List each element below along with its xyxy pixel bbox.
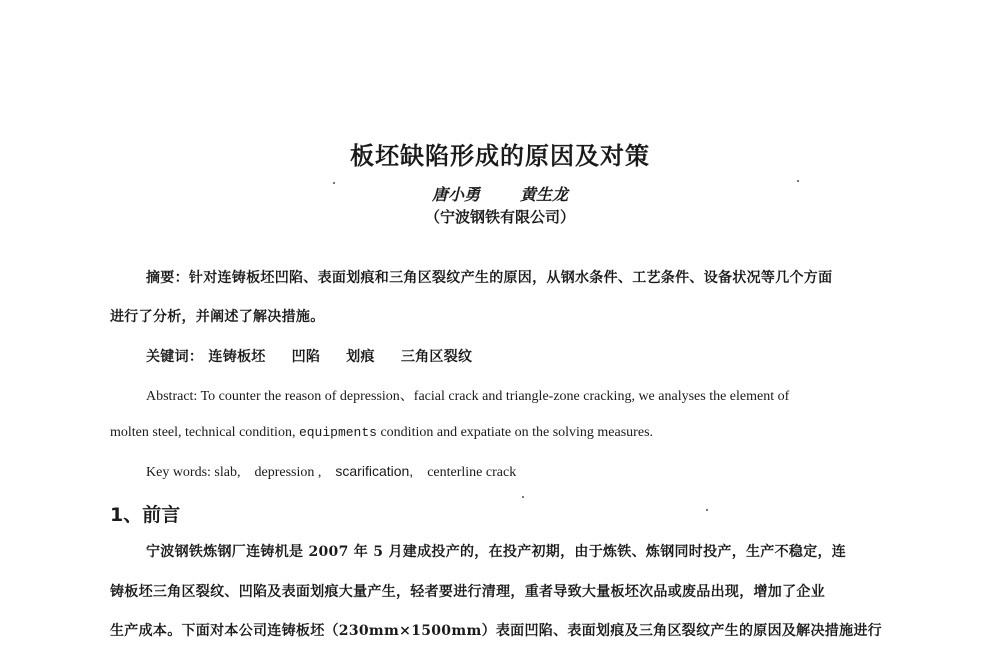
author-name: 黄生龙 (520, 185, 569, 204)
abstract-en-line (110, 425, 653, 441)
keyword-item: 划痕 (346, 349, 375, 365)
keyword-item: 三角区裂纹 (400, 349, 473, 365)
author-name: 唐小勇 (431, 185, 480, 204)
keyword-item: 凹陷 (291, 349, 321, 365)
keywords-cn-label: 关键词： (146, 349, 204, 365)
abstract-cn-line (146, 267, 832, 287)
keyword-item: 连铸板坯 (208, 349, 266, 365)
scan-speck (706, 509, 708, 511)
keyword-item: scarification, (335, 463, 414, 479)
keywords-cn (146, 346, 472, 366)
body-line: 宁波钢铁炼钢厂连铸机是 2007 年 5 月建成投产的，在投产初期，由于炼铁、炼钢同时投产，生产不稳定，连 (146, 544, 847, 560)
abstract-cn-label: 摘要： (146, 270, 189, 286)
abstract-cn-line: 进行了分析，并阐述了解决措施。 (110, 309, 325, 325)
abstract-en-line: Abstract: To counter the reason of depression、facial crack and triangle-zone cracking, we analyses the element of (146, 389, 790, 404)
abstract-en-text: equipments (298, 425, 377, 440)
keywords-en (146, 463, 516, 481)
author-line (0, 182, 1000, 205)
body-line: 铸板坯三角区裂纹、凹陷及表面划痕大量产生，轻者要进行清理，重者导致大量板坯次品或废品出现，增加了企业 (110, 584, 825, 600)
scan-speck (522, 496, 524, 498)
scan-speck (333, 182, 335, 184)
abstract-en-text: condition and expatiate on the solving measures. (380, 425, 654, 440)
abstract-cn-text: 针对连铸板坯凹陷、表面划痕和三角区裂纹产生的原因，从钢水条件、工艺条件、设备状况等几个方面 (188, 270, 833, 286)
keyword-item: centerline crack (427, 465, 517, 480)
keywords-en-label: Key words: slab, (146, 465, 241, 480)
affiliation: （宁波钢铁有限公司） (424, 208, 575, 226)
section-heading: 1、前言 (110, 504, 181, 526)
abstract-en-text: molten steel, technical condition, (110, 425, 296, 440)
body-line: 生产成本。下面对本公司连铸板坯（230mm×1500mm）表面凹陷、表面划痕及三角区裂纹产生的原因及解决措施进行 (110, 623, 882, 639)
paper-title: 板坯缺陷形成的原因及对策 (350, 142, 650, 170)
keyword-item: depression , (254, 465, 322, 480)
scan-speck (797, 180, 799, 182)
